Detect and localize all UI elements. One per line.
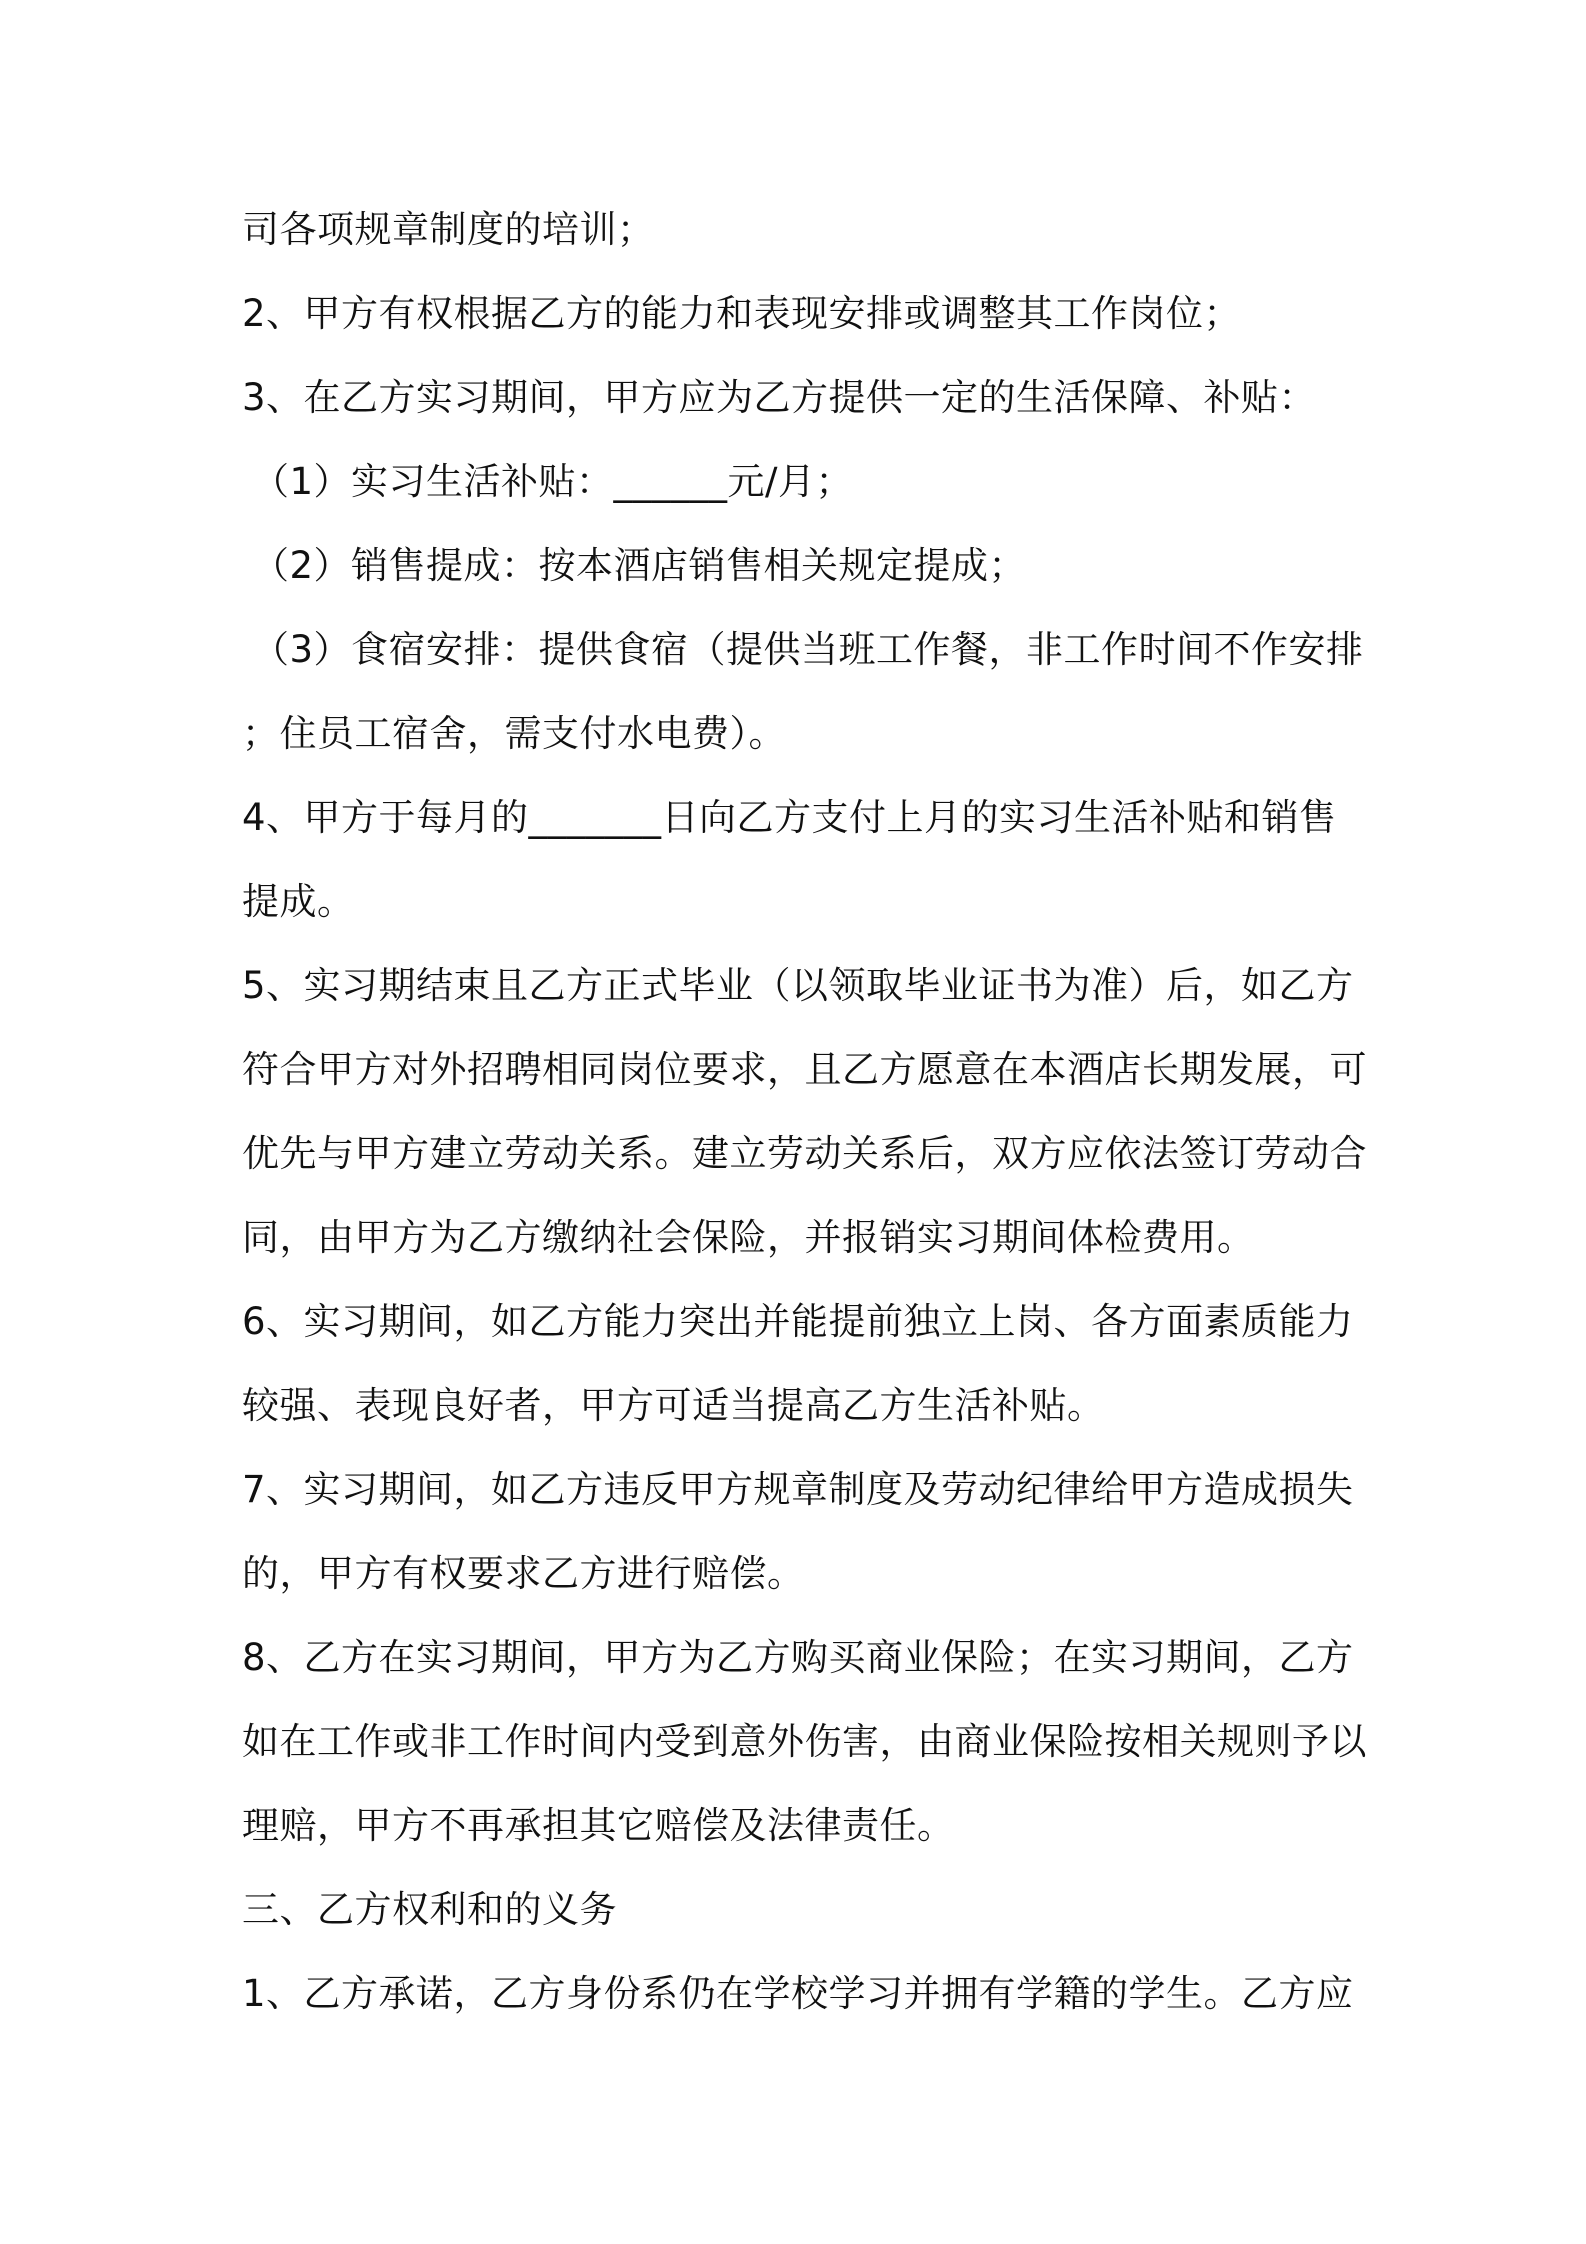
text-line: 1、乙方承诺，乙方身份系仍在学校学习并拥有学籍的学生。乙方应 (242, 1972, 1354, 2015)
text-line: （3）食宿安排：提供食宿（提供当班工作餐，非工作时间不作安排 (252, 628, 1364, 671)
text-line: （1）实习生活补贴：______元/月； (252, 460, 854, 503)
text-line: 8、乙方在实习期间，甲方为乙方购买商业保险；在实习期间，乙方 (242, 1636, 1354, 1679)
text-line: 司各项规章制度的培训； (242, 208, 655, 251)
text-line: 提成。 (242, 880, 355, 923)
text-line: 5、实习期结束且乙方正式毕业（以领取毕业证书为准）后，如乙方 (242, 964, 1354, 1007)
text-line: 2、甲方有权根据乙方的能力和表现安排或调整其工作岗位； (242, 292, 1242, 335)
section-heading: 三、乙方权利和的义务 (242, 1888, 617, 1931)
text-line: 7、实习期间，如乙方违反甲方规章制度及劳动纪律给甲方造成损失 (242, 1468, 1354, 1511)
text-line: 理赔，甲方不再承担其它赔偿及法律责任。 (242, 1804, 955, 1847)
text-line: 3、在乙方实习期间，甲方应为乙方提供一定的生活保障、补贴： (242, 376, 1317, 419)
text-line: 6、实习期间，如乙方能力突出并能提前独立上岗、各方面素质能力 (242, 1300, 1354, 1343)
text-line: 符合甲方对外招聘相同岗位要求，且乙方愿意在本酒店长期发展，可 (242, 1048, 1367, 1091)
text-line: 如在工作或非工作时间内受到意外伤害，由商业保险按相关规则予以 (242, 1720, 1367, 1763)
text-line: （2）销售提成：按本酒店销售相关规定提成； (252, 544, 1027, 587)
text-line: ；住员工宿舍，需支付水电费）。 (242, 712, 786, 755)
text-line: 同，由甲方为乙方缴纳社会保险，并报销实习期间体检费用。 (242, 1216, 1255, 1259)
text-line: 优先与甲方建立劳动关系。建立劳动关系后，双方应依法签订劳动合 (242, 1132, 1367, 1175)
text-line: 的，甲方有权要求乙方进行赔偿。 (242, 1552, 805, 1595)
text-line: 4、甲方于每月的_______日向乙方支付上月的实习生活补贴和销售 (242, 796, 1337, 839)
text-line: 较强、表现良好者，甲方可适当提高乙方生活补贴。 (242, 1384, 1105, 1427)
